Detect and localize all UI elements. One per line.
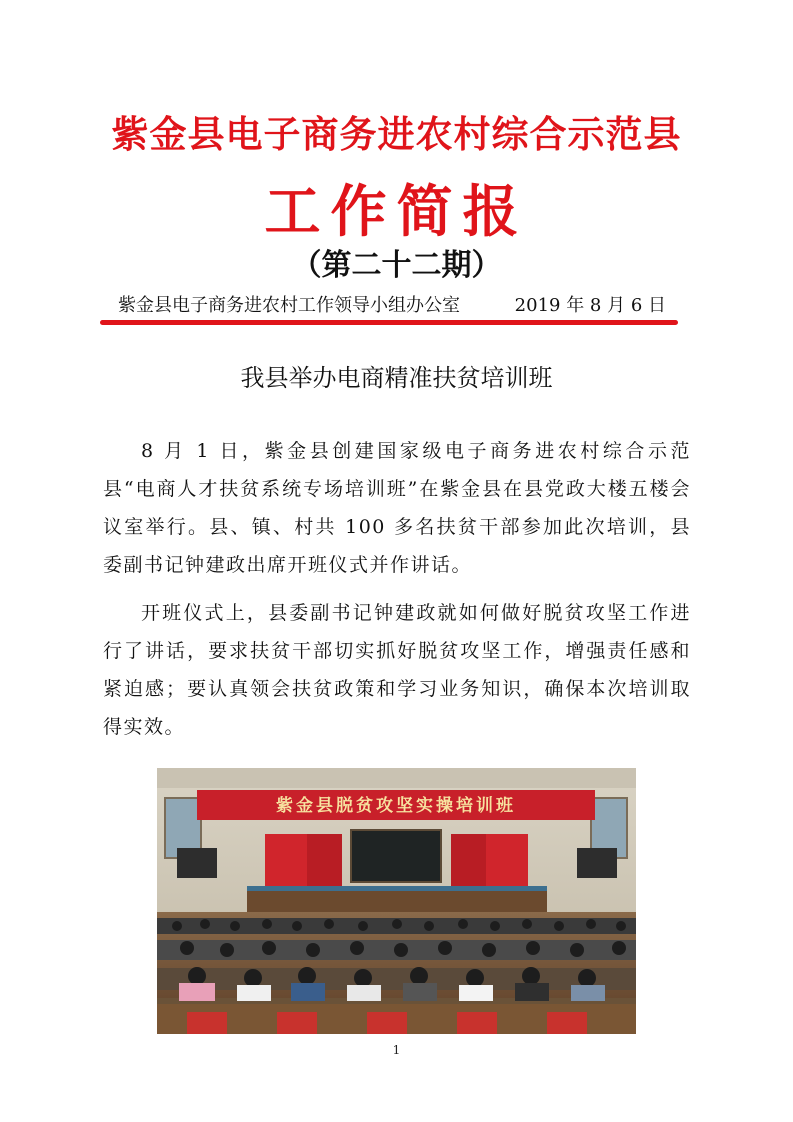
flag [451, 834, 486, 893]
flag [307, 834, 342, 893]
article-paragraph: 8 月 1 日，紫金县创建国家级电子商务进农村综合示范县“电商人才扶贫系统专场培训班”在紫金县在县党政大楼五楼会议室举行。县、镇、村共 100 多名扶贫干部参加此次培训，县委副书记钟建政出席开班仪式并作讲话。 [103, 440, 691, 576]
side-screen [177, 848, 217, 878]
bulletin-org-title: 紫金县电子商务进农村综合示范县 [111, 113, 682, 156]
ceiling [157, 768, 636, 788]
issue-date: 2019 年 8 月 6 日 [514, 295, 666, 316]
issuing-office: 紫金县电子商务进农村工作领导小组办公室 [118, 295, 460, 316]
bulletin-title: 工作简报 [264, 180, 529, 245]
article-title: 我县举办电商精准扶贫培训班 [240, 364, 553, 392]
training-photo [157, 768, 636, 1034]
page-number: 1 [392, 1043, 401, 1057]
issue-number: （第二十二期） [291, 248, 502, 283]
flag [486, 834, 528, 893]
stage-desk [247, 890, 547, 912]
stage-screen [351, 830, 441, 882]
banner-text: 紫金县脱贫攻坚实操培训班 [276, 796, 516, 816]
side-screen [577, 848, 617, 878]
red-divider [100, 320, 678, 325]
article-paragraph: 开班仪式上，县委副书记钟建政就如何做好脱贫攻坚工作进行了讲话，要求扶贫干部切实抓好脱贫攻坚工作，增强责任感和紧迫感；要认真领会扶贫政策和学习业务知识，确保本次培训取得实效。 [103, 602, 691, 738]
issuer-row [118, 291, 678, 317]
article-body [103, 432, 691, 756]
flag [265, 834, 307, 893]
stage-cloth [247, 886, 547, 891]
